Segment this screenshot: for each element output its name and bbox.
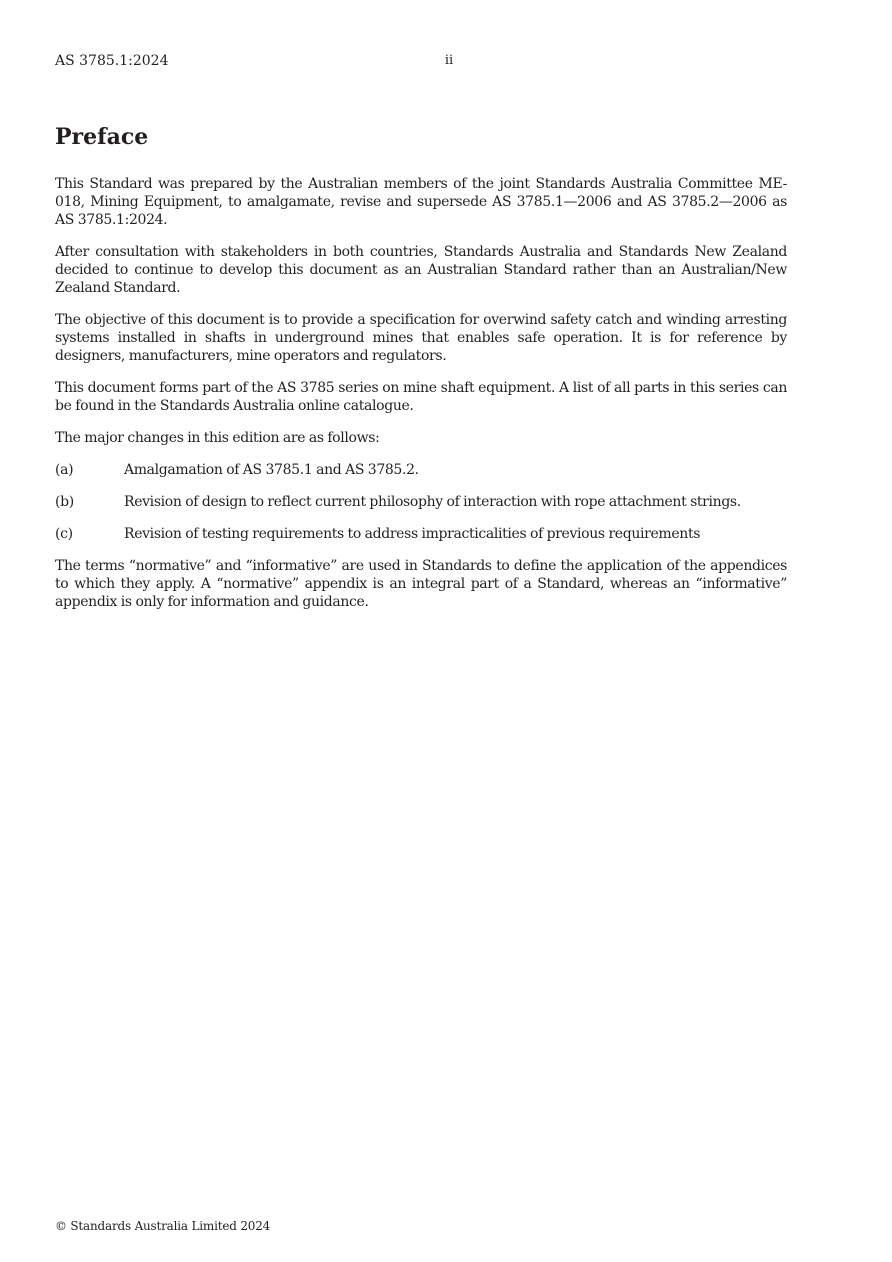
paragraph-normative-informative: The terms “normative” and “informative” are used in Standards to define the application of the appendices to which they apply. A “normative” appendix is an integral part of a Standard, whereas an “informative” appendix is only for information and guidance. (55, 558, 787, 610)
paragraph-consultation: After consultation with stakeholders in both countries, Standards Australia and Standards New Zealand decided to continue to develop this document as an Australian Standard rather than an Australian/New Zealand Standard. (55, 244, 787, 296)
paragraph-objective: The objective of this document is to provide a specification for overwind safety catch and winding arresting systems installed in shafts in underground mines that enables safe operation. It is for reference by designers, manufacturers, mine operators and regulators. (55, 312, 787, 364)
list-item (55, 461, 787, 479)
paragraph-series: This document forms part of the AS 3785 series on mine shaft equipment. A list of all parts in this series can be found in the Standards Australia online catalogue. (55, 380, 787, 414)
copyright-notice: © Standards Australia Limited 2024 (55, 1219, 271, 1233)
page-number: ii (444, 53, 454, 68)
paragraph-changes-intro: The major changes in this edition are as follows: (55, 430, 380, 446)
list-marker: (b) (55, 494, 74, 510)
page-title: Preface (55, 124, 149, 150)
list-text: Amalgamation of AS 3785.1 and AS 3785.2. (124, 462, 419, 478)
list-marker: (c) (55, 526, 73, 542)
list-text: Revision of testing requirements to address impracticalities of previous requirements (124, 526, 701, 542)
document-id: AS 3785.1:2024 (55, 53, 169, 69)
preface-body (55, 175, 787, 625)
list-marker: (a) (55, 462, 74, 478)
list-item (55, 493, 787, 511)
list-text: Revision of design to reflect current philosophy of interaction with rope attachment strings. (124, 494, 741, 510)
paragraph-committee: This Standard was prepared by the Australian members of the joint Standards Australia Committee ME-018, Mining Equipment, to amalgamate, revise and supersede AS 3785.1—2006 and AS 3785.2—2006 as AS 3785.1:2024. (55, 176, 787, 228)
list-item (55, 525, 787, 543)
